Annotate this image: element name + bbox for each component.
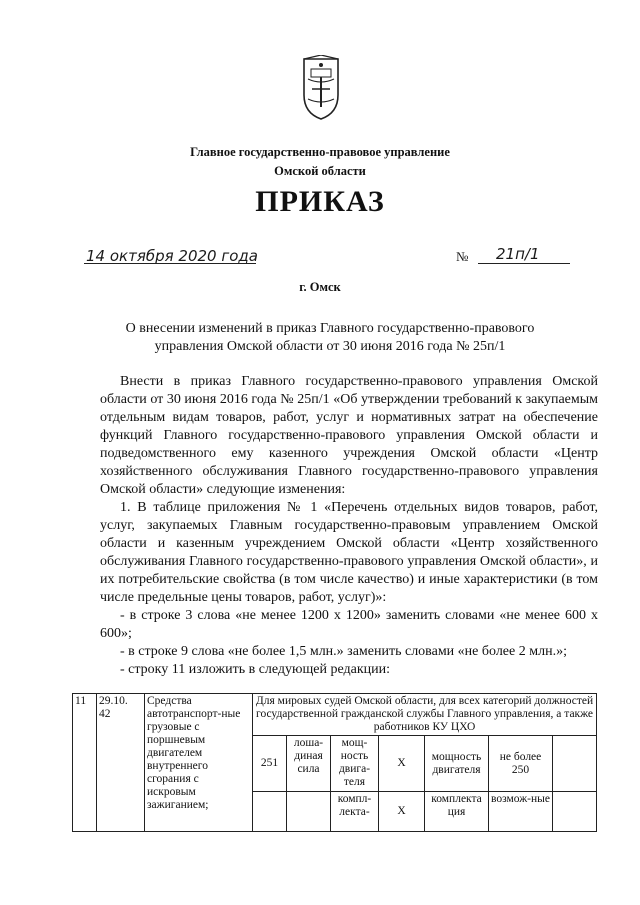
table-empty-cell xyxy=(253,792,287,832)
table-empty-cell xyxy=(553,792,597,832)
table-characteristic: мощ-ность двига-теля xyxy=(331,736,379,792)
order-subject-line2: управления Омской области от 30 июня 2016 года № 25п/1 xyxy=(154,339,506,354)
row-11-table xyxy=(72,693,597,832)
table-unit-name: лоша-диная сила xyxy=(287,736,331,792)
organization-name-line2: Омской области xyxy=(274,164,366,178)
table-x-mark: Х xyxy=(379,736,425,792)
body-paragraph: - строку 11 изложить в следующей редакции: xyxy=(120,662,391,677)
document-title: ПРИКАЗ xyxy=(255,185,385,218)
number-sign: № xyxy=(456,249,469,264)
table-value: не более 250 xyxy=(489,736,553,792)
handwritten-order-number: 21п/1 xyxy=(496,245,540,263)
table-x-mark: Х xyxy=(379,792,425,832)
table-scope: Для мировых судей Омской области, для всех категорий должностей государственной гражданской службы Главного управления, а также работников КУ ЦХО xyxy=(253,694,597,736)
handwritten-date: 14 октября 2020 года xyxy=(86,247,258,265)
table-empty-cell xyxy=(287,792,331,832)
table-value: возмож-ные xyxy=(489,792,553,832)
table-item-name: Средства автотранспорт-ные грузовые с поршневым двигателем внутреннего сгорания с искровым зажиганием; xyxy=(145,694,253,832)
organization-name-line1: Главное государственно-правовое управление xyxy=(190,145,450,159)
order-subject xyxy=(90,320,570,356)
body-paragraph: - в строке 3 слова «не менее 1200 х 1200» заменить словами «не менее 600 х 600»; xyxy=(100,608,598,641)
body-paragraph: - в строке 9 слова «не более 1,5 млн.» заменить словами «не более 2 млн.»; xyxy=(120,644,567,659)
order-body xyxy=(100,373,598,679)
table-characteristic-2: комплекта ция xyxy=(425,792,489,832)
date-underline xyxy=(84,263,256,264)
city-name: г. Омск xyxy=(299,280,341,294)
table-unit-code: 251 xyxy=(253,736,287,792)
omsk-coat-of-arms-icon xyxy=(298,55,344,121)
table-code: 29.10. 42 xyxy=(97,694,145,832)
table-characteristic: компл-лекта- xyxy=(331,792,379,832)
table-characteristic-2: мощность двигателя xyxy=(425,736,489,792)
order-subject-line1: О внесении изменений в приказ Главного государственно-правового xyxy=(125,321,535,336)
body-paragraph: Внести в приказ Главного государственно-правового управления Омской области от 30 июня 2016 года № 25п/1 «Об утверждении требований к закупаемым отдельным видам товаров, работ, услуг и нормативных затрат на обеспечение функций Главного государственно-правового управления Омской области и подведомственного ему казенного учреждения Омской области «Центр хозяйственного обслуживания Главного государственно-правового управления Омской области» следующие изменения: xyxy=(100,374,598,497)
table-empty-cell xyxy=(553,736,597,792)
body-paragraph: 1. В таблице приложения № 1 «Перечень отдельных видов товаров, работ, услуг, закупаемых Главным государственно-правовым управлением Омской области и казенным учреждением Омской области «Центр хозяйственного обслуживания Главного государственно-правового управления Омской области», и их потребительские свойства (в том числе качество) и иные характеристики (в том числе предельные цены товаров, работ, услуг)»: xyxy=(100,500,598,605)
number-underline xyxy=(478,263,570,264)
table-row-number: 11 xyxy=(73,694,97,832)
